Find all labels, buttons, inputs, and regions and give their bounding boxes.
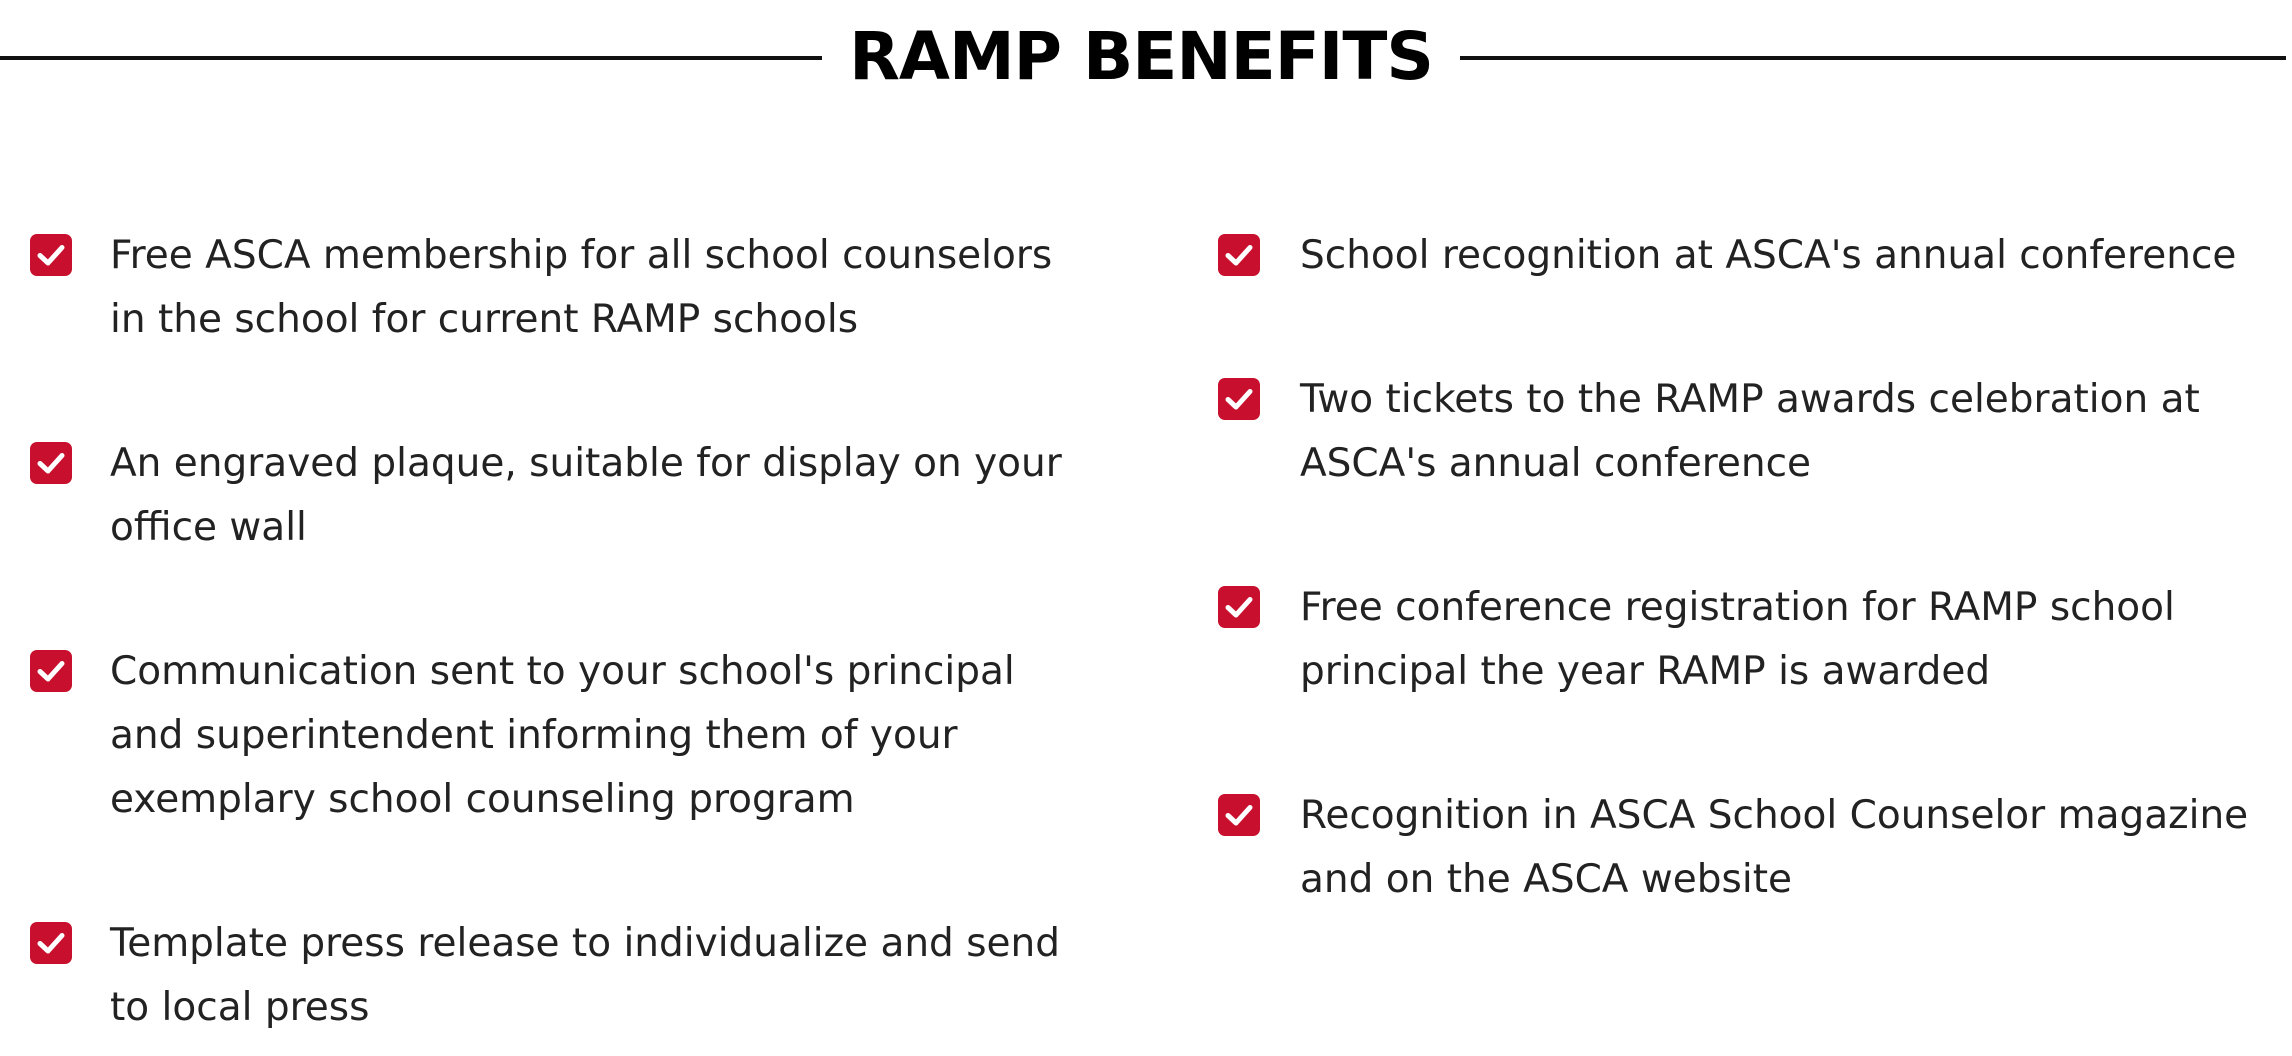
benefit-text: Template press release to individualize and send to local press <box>110 921 1060 1030</box>
checkbox-checked-icon <box>1218 586 1260 628</box>
checkbox-checked-icon <box>30 442 72 484</box>
checkbox-checked-icon <box>30 650 72 692</box>
heading-rule-right <box>1460 56 2286 60</box>
page-title: RAMP BENEFITS <box>849 18 1433 95</box>
heading-rule-left <box>0 56 822 60</box>
checkbox-checked-icon <box>30 922 72 964</box>
benefit-text: An engraved plaque, suitable for display on your office wall <box>110 441 1062 550</box>
checkbox-checked-icon <box>1218 378 1260 420</box>
checkbox-checked-icon <box>30 234 72 276</box>
section-heading <box>0 0 2292 115</box>
checkbox-checked-icon <box>1218 794 1260 836</box>
benefit-text: Free ASCA membership for all school counselors in the school for current RAMP schools <box>110 233 1053 342</box>
benefit-text: School recognition at ASCA's annual conference <box>1300 233 2237 278</box>
benefit-text: Free conference registration for RAMP school principal the year RAMP is awarded <box>1300 585 2175 694</box>
benefit-text: Two tickets to the RAMP awards celebration at ASCA's annual conference <box>1300 377 2200 486</box>
benefit-text: Recognition in ASCA School Counselor magazine and on the ASCA website <box>1300 793 2249 902</box>
benefit-text: Communication sent to your school's principal and superintendent informing them of your exemplary school counseling program <box>110 649 1015 822</box>
checkbox-checked-icon <box>1218 234 1260 276</box>
